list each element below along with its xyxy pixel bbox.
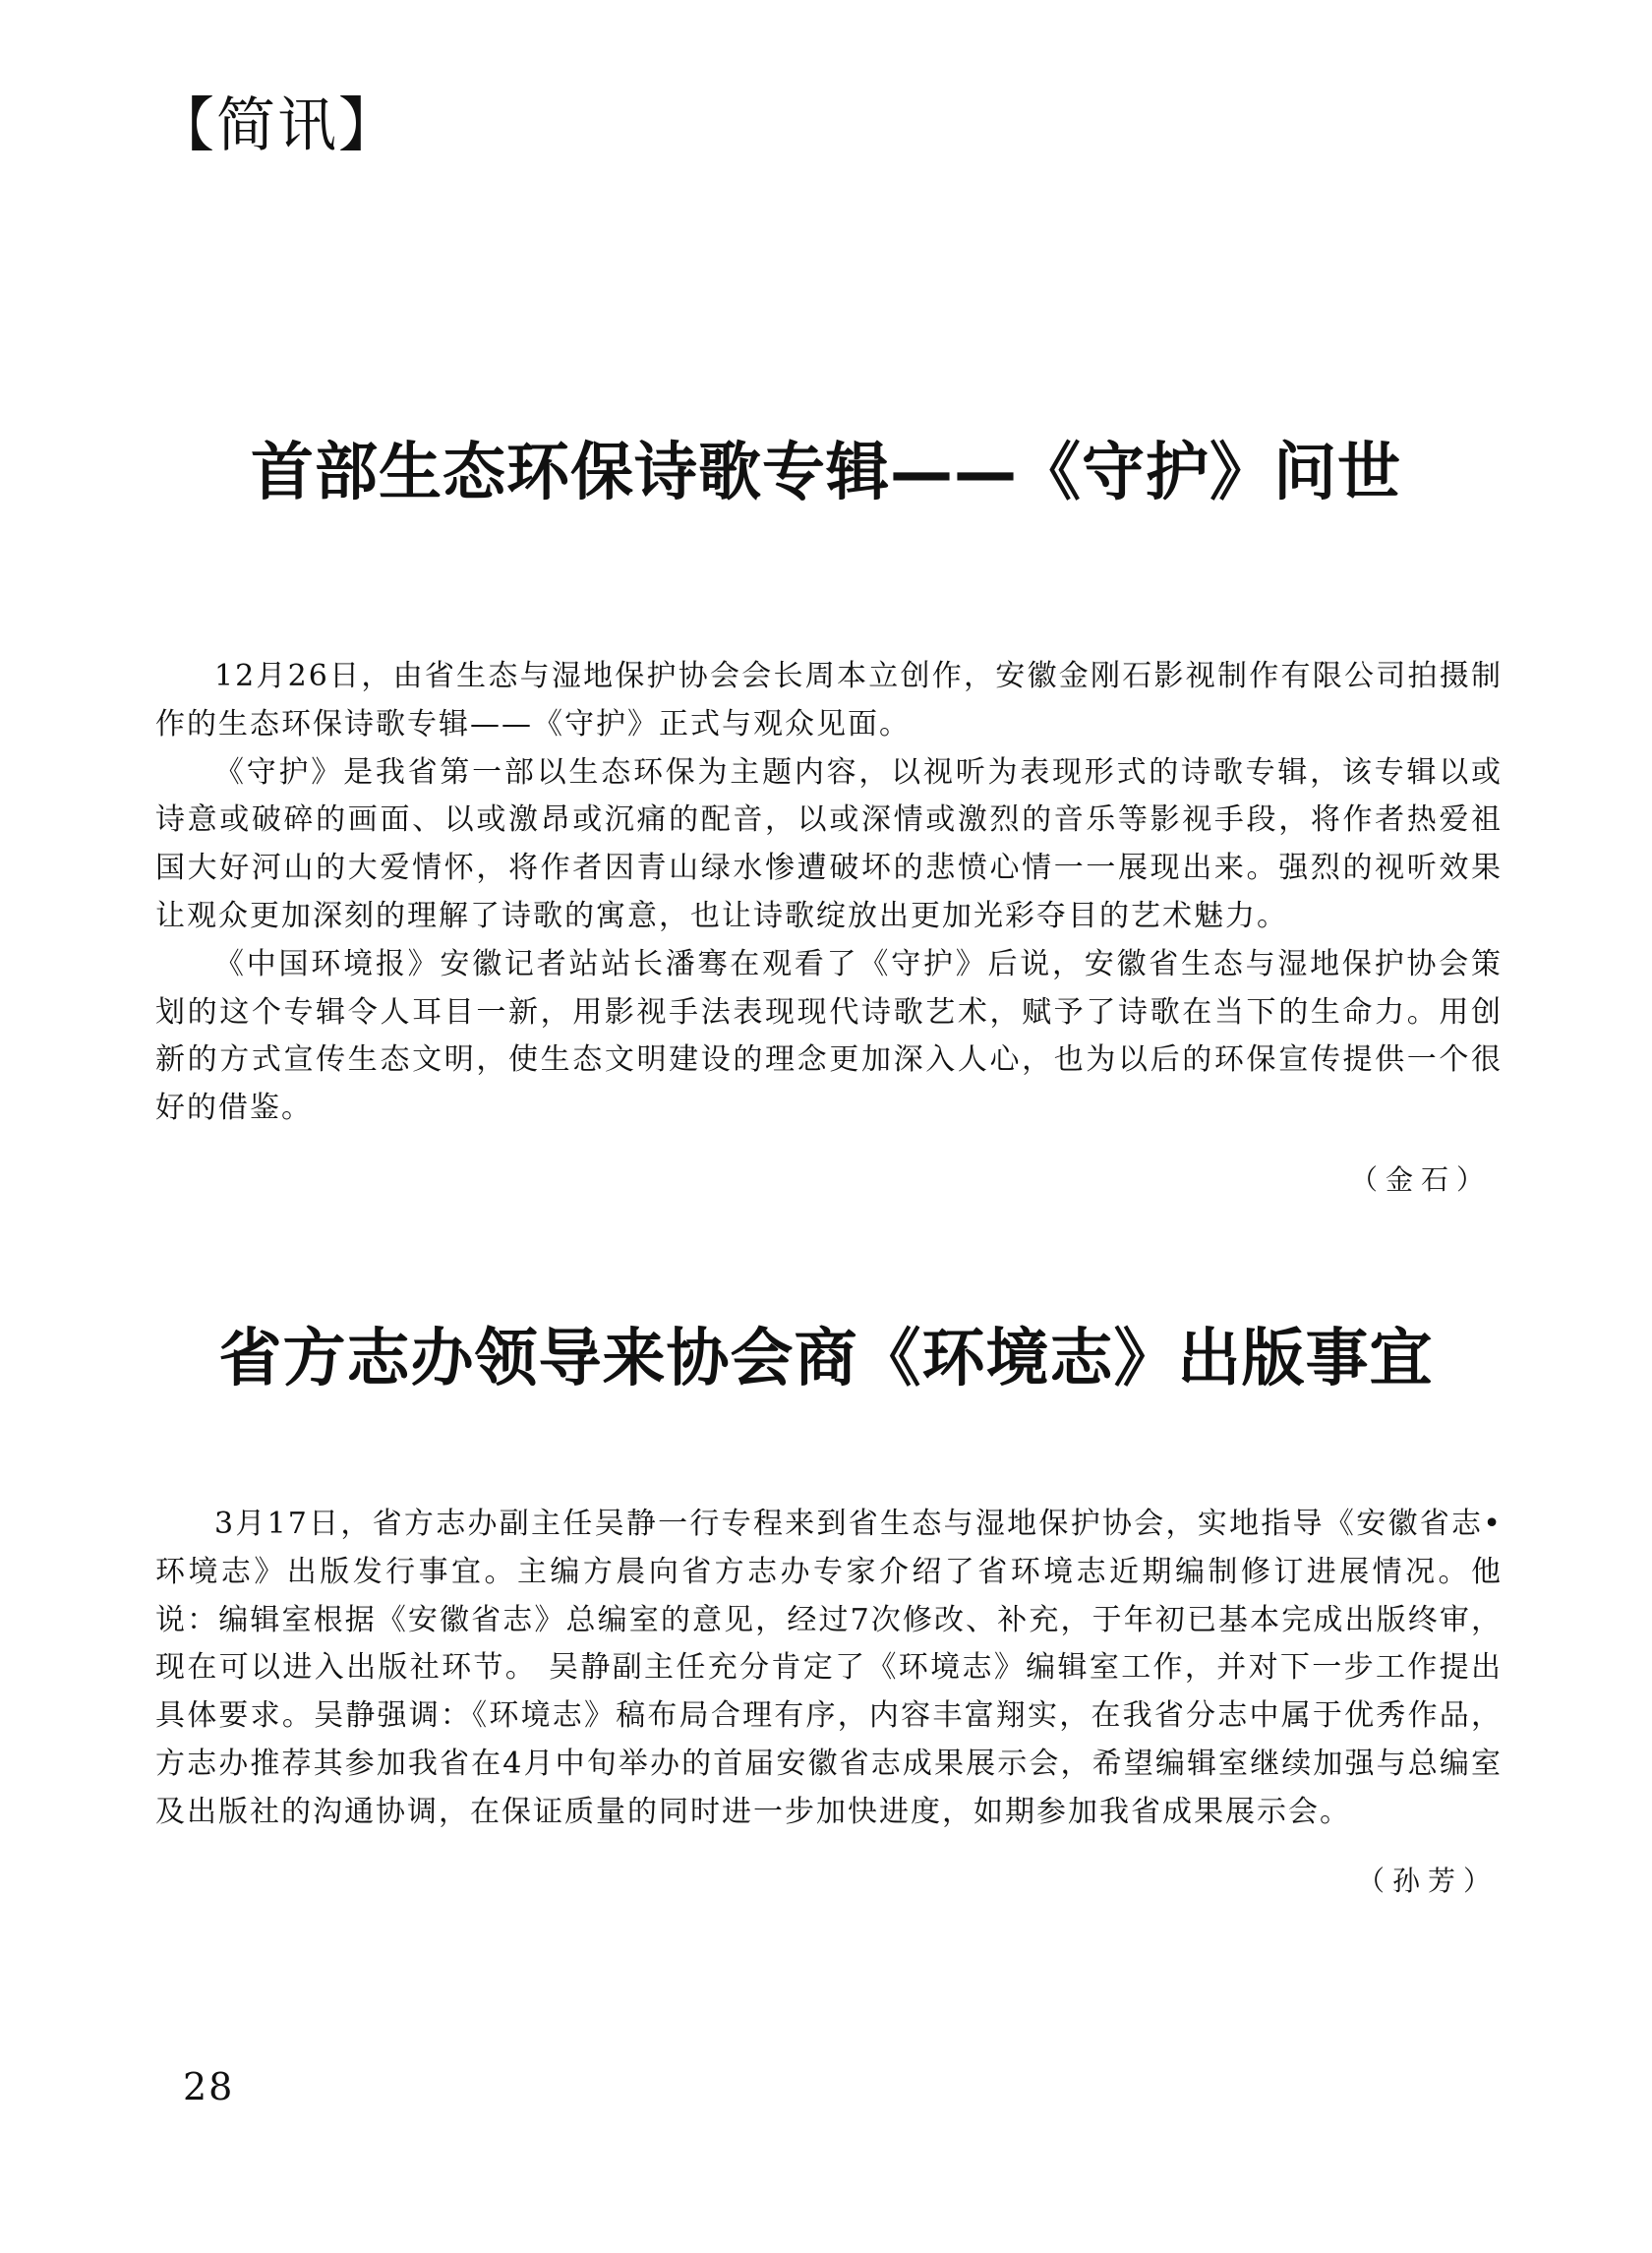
article-2-byline: （孙芳） <box>1357 1865 1500 1897</box>
page-number: 28 <box>183 2065 235 2108</box>
article-2-paragraph: 3月17日，省方志办副主任吴静一行专程来到省生态与湿地保护协会，实地指导《安徽省志•环境志》出版发行事宜。主编方晨向省方志办专家介绍了省环境志近期编制修订进展情况。他说：编辑室根据《安徽省志》总编室的意见，经过7次修改、补充，于年初已基本完成出版终审，现在可以进入出版社环节。 吴静副主任充分肯定了《环境志》编辑室工作，并对下一步工作提出具体要求。吴静强调：《环境志》稿布局合理有序，内容丰富翔实，在我省分志中属于优秀作品，方志办推荐其参加我省在4月中旬举办的首届安徽省志成果展示会，希望编辑室继续加强与总编室及出版社的沟通协调，在保证质量的同时进一步加快进度，如期参加我省成果展示会。 <box>155 1507 1503 1829</box>
section-tag: 【简讯】 <box>155 91 399 160</box>
article-1-title: 首部生态环保诗歌专辑——《守护》问世 <box>251 437 1401 509</box>
article-1-paragraph: 12月26日，由省生态与湿地保护协会会长周本立创作，安徽金刚石影视制作有限公司拍摄制作的生态环保诗歌专辑——《守护》正式与观众见面。 <box>155 659 1503 741</box>
article-1-paragraph: 《中国环境报》安徽记者站站长潘骞在观看了《守护》后说，安徽省生态与湿地保护协会策划的这个专辑令人耳目一新，用影视手法表现现代诗歌艺术，赋予了诗歌在当下的生命力。用创新的方式宣传生态文明，使生态文明建设的理念更加深入人心，也为以后的环保宣传提供一个很好的借鉴。 <box>155 946 1503 1126</box>
article-2-title: 省方志办领导来协会商《环境志》出版事宜 <box>218 1322 1434 1395</box>
article-1-paragraph: 《守护》是我省第一部以生态环保为主题内容，以视听为表现形式的诗歌专辑，该专辑以或诗意或破碎的画面、以或激昂或沉痛的配音，以或深情或激烈的音乐等影视手段，将作者热爱祖国大好河山的大爱情怀，将作者因青山绿水惨遭破坏的悲愤心情一一展现出来。强烈的视听效果让观众更加深刻的理解了诗歌的寓意，也让诗歌绽放出更加光彩夺目的艺术魅力。 <box>155 754 1503 933</box>
article-2-body <box>155 1501 1503 1837</box>
article-1-body <box>155 653 1503 1133</box>
article-1-byline: （金石） <box>1350 1163 1493 1196</box>
